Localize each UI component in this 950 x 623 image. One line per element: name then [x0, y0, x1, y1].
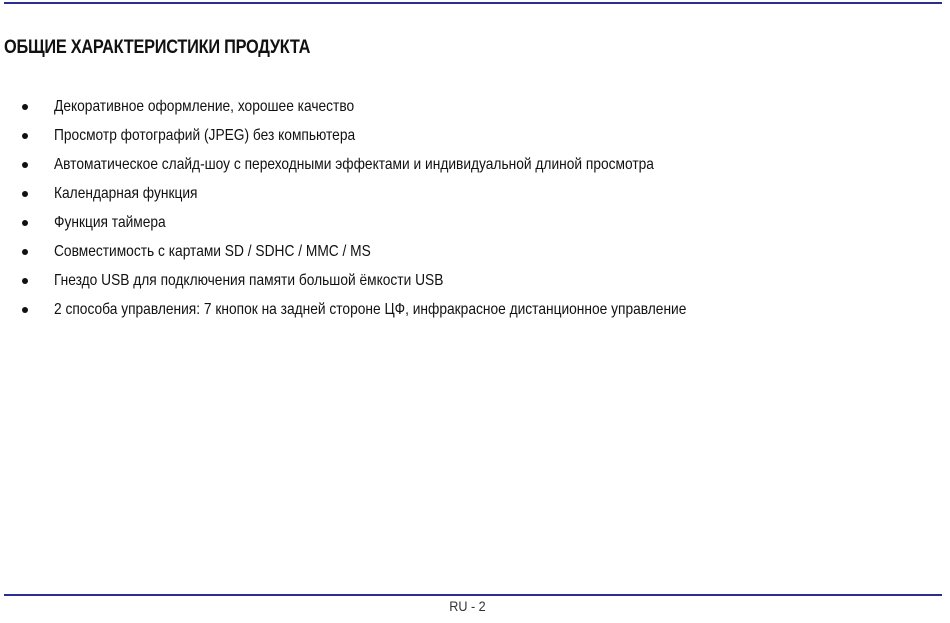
bullet-icon: [22, 220, 28, 226]
feature-text: Автоматическое слайд-шоу с переходными эффектами и индивидуальной длиной просмотра: [54, 156, 654, 173]
bullet-icon: [22, 104, 28, 110]
header-rule: [4, 2, 942, 4]
footer-rule: [4, 594, 942, 596]
section-title: ОБЩИЕ ХАРАКТЕРИСТИКИ ПРОДУКТА: [4, 37, 311, 58]
feature-text: Гнездо USB для подключения памяти большой ёмкости USB: [54, 272, 444, 289]
feature-text: Совместимость с картами SD / SDHC / MMC / MS: [54, 243, 371, 260]
bullet-icon: [22, 307, 28, 313]
bullet-icon: [22, 249, 28, 255]
feature-text: 2 способа управления: 7 кнопок на задней стороне ЦФ, инфракрасное дистанционное управление: [54, 301, 687, 318]
bullet-icon: [22, 278, 28, 284]
page-number: RU - 2: [449, 598, 486, 614]
bullet-icon: [22, 133, 28, 139]
bullet-icon: [22, 191, 28, 197]
feature-text: Функция таймера: [54, 214, 166, 231]
feature-text: Просмотр фотографий (JPEG) без компьютера: [54, 127, 356, 144]
feature-text: Декоративное оформление, хорошее качество: [54, 98, 355, 115]
feature-text: Календарная функция: [54, 185, 198, 202]
bullet-icon: [22, 162, 28, 168]
